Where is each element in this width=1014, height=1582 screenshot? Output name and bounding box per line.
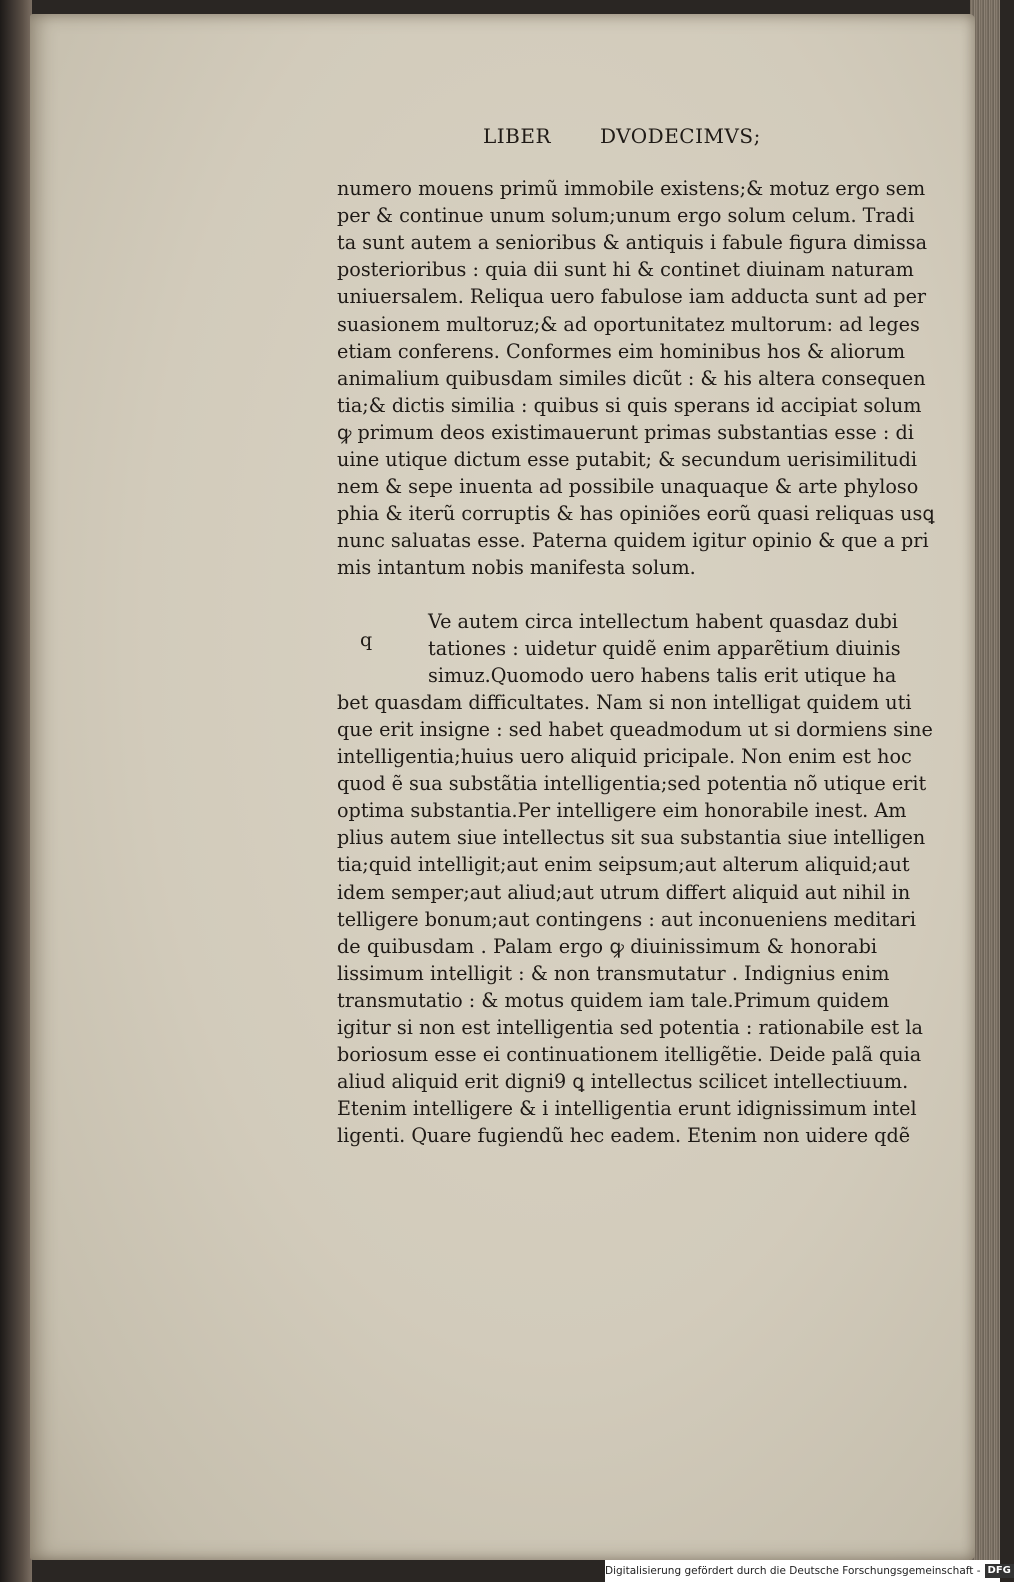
book-binding <box>0 0 32 1582</box>
credit-text: Digitalisierung gefördert durch die Deutsche Forschungsgemeinschaft - <box>605 1565 981 1577</box>
text-line: quod ẽ sua substãtia intelligentia;sed potentia nõ utique erit <box>337 772 927 796</box>
text-line: uniuersalem. Reliqua uero fabulose iam adducta sunt ad per <box>337 285 927 309</box>
header-dvodecimvs: DVODECIMVS; <box>600 124 761 148</box>
text-line: plius autem siue intellectus sit sua substantia siue intelligen <box>337 826 926 850</box>
text-line: uine utique dictum esse putabit; & secundum uerisimilitudi <box>337 448 917 471</box>
header-liber: LIBER <box>483 124 552 148</box>
book-page <box>30 14 975 1560</box>
text-line: phia & iterũ corruptis & has opiniões eorũ quasi reliquas usꝗ <box>337 502 935 526</box>
text-line: optima substantia.Per intelligere eim honorabile inest. Am <box>337 799 907 823</box>
text-line: idem semper;aut aliud;aut utrum differt aliquid aut nihil in <box>337 880 911 904</box>
text-line: ꝙ primum deos existimauerunt primas substantias esse : di <box>337 420 914 444</box>
text-line: aliud aliquid erit digni9 ꝗ intellectus scilicet intellectiuum. <box>337 1070 909 1094</box>
text-line: ta sunt autem a senioribus & antiquis i fabule figura dimissa <box>337 231 928 255</box>
text-line: igitur si non est intelligentia sed potentia : rationabile est la <box>337 1016 923 1039</box>
initial-guide-letter: q <box>360 629 373 651</box>
text-line: boriosum esse ei continuationem itelligẽtie. Deide palã quia <box>337 1043 922 1067</box>
text-line: transmutatio : & motus quidem iam tale.Primum quidem <box>337 988 890 1012</box>
text-line: simuz.Quomodo uero habens talis erit utique ha <box>428 663 897 687</box>
text-line: etiam conferens. Conformes eim hominibus hos & aliorum <box>337 339 906 363</box>
text-line: Etenim intelligere & i intelligentia erunt idignissimum intel <box>337 1097 917 1121</box>
text-line: de quibusdam . Palam ergo ꝙ diuinissimum & honorabi <box>337 934 877 958</box>
digitization-credit <box>605 1560 1011 1582</box>
text-line: per & continue unum solum;unum ergo solum celum. Tradi <box>337 204 915 228</box>
text-line: nem & sepe inuenta ad possibile unaquaque & arte phyloso <box>337 475 919 499</box>
text-line: suasionem multoruz;& ad oportunitatez multorum: ad leges <box>337 312 920 336</box>
text-line: bet quasdam difficultates. Nam si non intelligat quidem uti <box>337 690 912 714</box>
text-line: que erit insigne : sed habet queadmodum ut si dormiens sine <box>337 717 933 741</box>
text-line: lissimum intelligit : & non transmutatur . Indignius enim <box>337 961 890 985</box>
text-line: intelligentia;huius uero aliquid pricipale. Non enim est hoc <box>337 745 912 768</box>
text-line: tia;quid intelligit;aut enim seipsum;aut alterum aliquid;aut <box>337 853 910 877</box>
text-line: animalium quibusdam similes dicũt : & his altera consequen <box>337 366 926 390</box>
text-line: ligenti. Quare fugiendũ hec eadem. Etenim non uidere qdẽ <box>337 1124 911 1148</box>
text-line: telligere bonum;aut contingens : aut inconueniens meditari <box>337 907 916 931</box>
text-line: mis intantum nobis manifesta solum. <box>337 556 696 580</box>
text-line: tationes : uidetur quidẽ enim apparẽtium diuinis <box>428 636 901 660</box>
text-line: posterioribus : quia dii sunt hi & continet diuinam naturam <box>337 258 914 282</box>
text-line: tia;& dictis similia : quibus si quis sperans id accipiat solum <box>337 393 922 417</box>
text-line: numero mouens primũ immobile existens;& motuz ergo sem <box>337 177 926 200</box>
text-line: Ve autem circa intellectum habent quasdaz dubi <box>428 609 898 633</box>
running-header <box>450 124 780 150</box>
dfg-logo-badge: DFG <box>985 1564 1014 1578</box>
text-line: nunc saluatas esse. Paterna quidem igitur opinio & que a pri <box>337 529 929 553</box>
